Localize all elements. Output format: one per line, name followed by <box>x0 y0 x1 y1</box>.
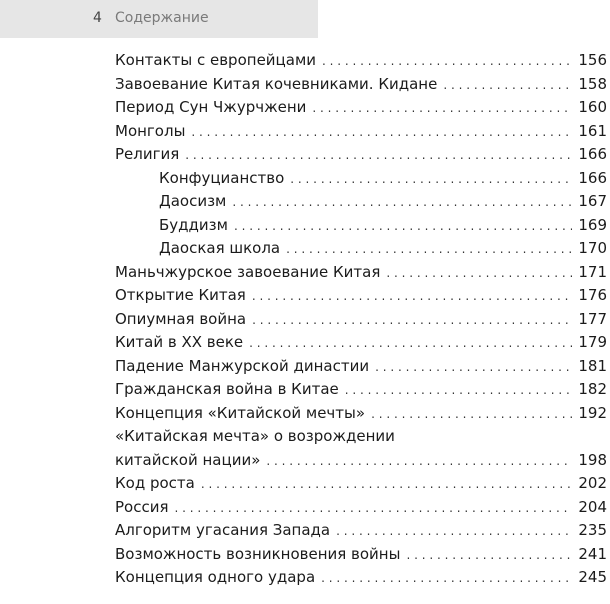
toc-entry-page: 171 <box>578 262 607 281</box>
toc-entry-title: Монголы <box>115 121 186 140</box>
toc-entry-page: 176 <box>578 286 607 304</box>
toc-entry-title: Открытие Китая <box>115 286 246 304</box>
toc-entry-page: 245 <box>578 568 607 586</box>
page-number: 4 <box>93 10 102 26</box>
toc-entry-page: 241 <box>578 544 607 563</box>
dot-leader <box>201 473 573 497</box>
toc-entry-title: Россия <box>115 497 169 516</box>
toc-entry-title: Алгоритм угасания Запада <box>115 521 331 539</box>
toc-entry-title: Религия <box>115 145 180 163</box>
toc-entry <box>115 120 607 144</box>
dot-leader <box>312 97 572 121</box>
toc-entry <box>115 49 607 73</box>
toc-entry <box>115 425 607 449</box>
toc-entry-page: 179 <box>578 333 607 351</box>
dot-leader <box>252 285 573 309</box>
dot-leader <box>290 168 572 192</box>
toc-entry <box>115 190 607 214</box>
toc-entry-title: Гражданская война в Китае <box>115 380 339 398</box>
toc-entry <box>115 472 607 496</box>
toc-entry <box>115 519 607 543</box>
toc-entry <box>115 378 607 402</box>
toc-entry-title: Падение Манжурской династии <box>115 356 370 375</box>
toc-entry <box>115 331 607 355</box>
running-title: Содержание <box>115 10 209 26</box>
toc-entry <box>115 566 607 590</box>
toc-entry <box>115 73 607 97</box>
toc-entry <box>115 143 607 167</box>
toc-entry <box>115 496 607 520</box>
dot-leader <box>234 215 572 239</box>
toc-entry-page: 160 <box>578 98 607 116</box>
toc-entry-title: Завоевание Китая кочевниками. Кидане <box>115 74 438 93</box>
dot-leader <box>406 544 572 568</box>
toc-entry-title: «Китайская мечта» о возрождении <box>115 427 395 445</box>
toc-entry <box>115 355 607 379</box>
dot-leader <box>443 74 572 98</box>
dot-leader <box>252 309 572 333</box>
toc-entry-title: Период Сун Чжурчжени <box>115 98 307 116</box>
toc-entry <box>115 96 607 120</box>
toc-entry <box>115 543 607 567</box>
toc-entry <box>115 402 607 426</box>
toc-entry-page: 198 <box>578 450 607 469</box>
toc-entry-title: Буддизм <box>159 215 228 234</box>
table-of-contents <box>115 49 607 590</box>
dot-leader <box>249 332 572 356</box>
dot-leader <box>191 121 572 145</box>
toc-entry-title: Даосизм <box>159 192 227 210</box>
toc-entry-page: 177 <box>578 309 607 328</box>
toc-entry-page: 181 <box>578 356 607 375</box>
toc-entry-page: 170 <box>578 239 607 257</box>
toc-entry <box>115 214 607 238</box>
toc-entry-title: Даоская школа <box>159 239 281 257</box>
toc-entry <box>115 167 607 191</box>
toc-entry-page: 169 <box>578 215 607 234</box>
dot-leader <box>232 191 572 215</box>
toc-entry-title: Концепция одного удара <box>115 568 316 586</box>
toc-entry-page: 167 <box>578 192 607 210</box>
dot-leader <box>175 497 573 521</box>
toc-entry-title: Контакты с европейцами <box>115 51 317 69</box>
toc-entry <box>115 237 607 261</box>
toc-entry <box>115 308 607 332</box>
toc-entry-page: 158 <box>578 74 607 93</box>
toc-entry-page: 202 <box>578 474 607 492</box>
toc-entry-page: 192 <box>578 403 607 422</box>
toc-entry-title: Концепция «Китайской мечты» <box>115 403 366 422</box>
toc-entry-title: Код роста <box>115 474 195 492</box>
toc-entry-page: 156 <box>578 51 607 69</box>
dot-leader <box>322 50 572 74</box>
toc-entry-page: 166 <box>578 145 607 163</box>
toc-entry-title: китайской нации» <box>115 450 261 469</box>
toc-entry-title: Возможность возникновения войны <box>115 544 401 563</box>
dot-leader <box>286 238 572 262</box>
toc-entry-page: 235 <box>578 521 607 539</box>
toc-entry <box>115 449 607 473</box>
dot-leader <box>386 262 572 286</box>
toc-entry-title: Опиумная война <box>115 309 247 328</box>
dot-leader <box>345 379 573 403</box>
toc-entry-page: 161 <box>578 121 607 140</box>
dot-leader <box>185 144 572 168</box>
dot-leader <box>321 567 572 591</box>
dot-leader <box>371 403 572 427</box>
dot-leader <box>375 356 572 380</box>
toc-entry-title: Маньчжурское завоевание Китая <box>115 262 381 281</box>
dot-leader <box>266 450 572 474</box>
toc-entry-title: Конфуцианство <box>159 168 285 187</box>
toc-entry <box>115 284 607 308</box>
page-header <box>0 0 318 38</box>
dot-leader <box>336 520 572 544</box>
toc-entry-page: 204 <box>578 497 607 516</box>
toc-entry-page: 182 <box>578 380 607 398</box>
toc-entry-title: Китай в XX веке <box>115 333 244 351</box>
toc-entry <box>115 261 607 285</box>
toc-entry-page: 166 <box>578 168 607 187</box>
